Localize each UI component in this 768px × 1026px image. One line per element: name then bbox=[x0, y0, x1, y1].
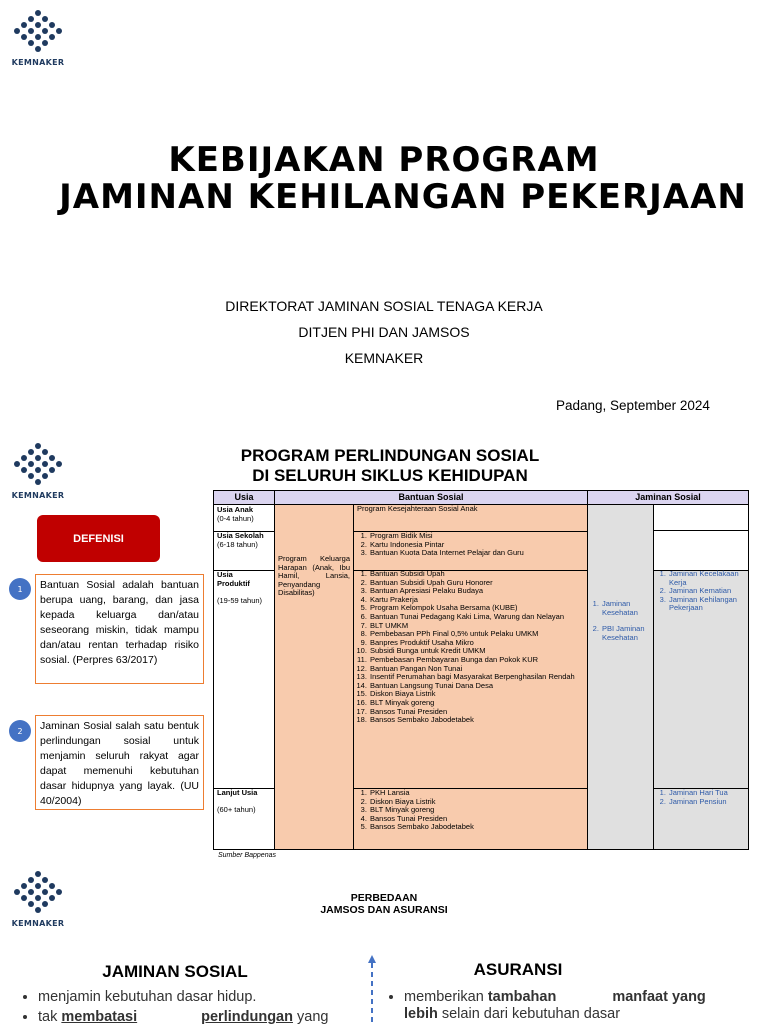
kemnaker-logo-text: KEMNAKER bbox=[11, 58, 65, 67]
jamsos-item: 2. Jaminan Pensiun bbox=[668, 798, 747, 807]
header-usia: Usia bbox=[213, 490, 275, 505]
program-item: 14. Bantuan Langsung Tunai Dana Desa bbox=[369, 682, 585, 691]
life-cycle-table bbox=[213, 490, 749, 850]
age-anak: Usia Anak (0-4 tahun) bbox=[217, 505, 254, 523]
definition-box-1: Bantuan Sosial adalah bantuan berupa uang, barang, dan jasa kepada keluarga dan/atau seseorang miskin, tidak mampu dan/atau rentan terhadap risiko sosial. (Perpres 63/2017) bbox=[35, 574, 204, 684]
left-bullet-2: • tak membatasi perlindungan yang bbox=[38, 1009, 357, 1026]
jamsos-item: 3. Jaminan Kehilangan Pekerjaan bbox=[668, 596, 747, 613]
left-heading: JAMINAN SOSIAL bbox=[102, 962, 248, 981]
program-item: 8. Pembebasan PPh Final 0,5% untuk Pelaku UMKM bbox=[369, 630, 585, 639]
slide1-title bbox=[0, 142, 768, 216]
slide3-title bbox=[0, 892, 768, 916]
right-bullet-1: • memberikan tambahan manfaat yang lebih selain dari kebutuhan dasar bbox=[404, 989, 738, 1023]
definition-button[interactable]: DEFENISI bbox=[37, 515, 160, 562]
program-item: 12. Bantuan Pangan Non Tunai bbox=[369, 665, 585, 674]
age-produktif: Usia Produktif (19-59 tahun) bbox=[217, 570, 263, 605]
program-item: 11. Pembebasan Pembayaran Bunga dan Pokok KUR bbox=[369, 656, 585, 665]
kemnaker-emblem-icon bbox=[11, 9, 65, 57]
slide2-title-line1: PROGRAM PERLINDUNGAN SOSIAL bbox=[240, 446, 540, 465]
definition-box-2: Jaminan Sosial salah satu bentuk perlindungan sosial untuk menjamin seluruh rakyat agar dapat memenuhi kebutuhan dasar hidupnya yang layak. (UU 40/2004) bbox=[35, 715, 204, 810]
jkn-column bbox=[587, 504, 654, 850]
jamsos-item: 1. Jaminan Kecelakaan Kerja bbox=[668, 570, 747, 587]
jamsos-item: 1. Jaminan Hari Tua bbox=[668, 789, 747, 798]
header-bansos: Bantuan Sosial bbox=[274, 490, 588, 505]
produktif-jamsos bbox=[656, 570, 747, 613]
slide2-title bbox=[180, 446, 600, 486]
lansia-programs bbox=[357, 789, 585, 832]
kemnaker-logo bbox=[8, 442, 68, 500]
program-item: 16. BLT Minyak goreng bbox=[369, 699, 585, 708]
program-item: 1. PKH Lansia bbox=[369, 789, 585, 798]
slide3-title-line1: PERBEDAAN bbox=[350, 892, 418, 904]
program-item: 2. Bantuan Subsidi Upah Guru Honorer bbox=[369, 579, 585, 588]
program-item: 4. Bansos Tunai Presiden bbox=[369, 815, 585, 824]
slide1-title-line2: JAMINAN KEHILANGAN PEKERJAAN bbox=[59, 177, 747, 217]
age-sekolah: Usia Sekolah (6-18 tahun) bbox=[217, 531, 264, 549]
pkh-text: Program Keluarga Harapan (Anak, Ibu Hamil, Lansia, Penyandang Disabilitas) bbox=[278, 554, 350, 598]
program-item: 15. Diskon Biaya Listrik bbox=[369, 690, 585, 699]
program-item: 13. Insentif Perumahan bagi Masyarakat Berpenghasilan Rendah bbox=[369, 673, 585, 682]
slide2-title-line2: DI SELURUH SIKLUS KEHIDUPAN bbox=[252, 466, 528, 485]
program-item: 4. Kartu Prakerja bbox=[369, 596, 585, 605]
sekolah-programs bbox=[357, 532, 585, 558]
program-item: 10. Subsidi Bunga untuk Kredit UMKM bbox=[369, 647, 585, 656]
left-bullet-1: • menjamin kebutuhan dasar hidup. bbox=[38, 989, 357, 1006]
program-item: 5. Bansos Sembako Jabodetabek bbox=[369, 823, 585, 832]
org-line1: DIREKTORAT JAMINAN SOSIAL TENAGA KERJA bbox=[225, 298, 543, 314]
header-jamsos: Jaminan Sosial bbox=[587, 490, 749, 505]
age-lansia: Lanjut Usia (60+ tahun) bbox=[217, 788, 258, 815]
jamsos-anak-cell bbox=[653, 504, 749, 531]
kemnaker-logo-text: KEMNAKER bbox=[11, 491, 65, 500]
program-item: 3. Bantuan Apresiasi Pelaku Budaya bbox=[369, 587, 585, 596]
right-heading: ASURANSI bbox=[473, 960, 563, 979]
pkh-cell bbox=[274, 504, 354, 850]
program-item: 2. Kartu Indonesia Pintar bbox=[369, 541, 585, 550]
program-item: 3. Bantuan Kuota Data Internet Pelajar dan Guru bbox=[369, 549, 585, 558]
jkn-programs bbox=[589, 600, 653, 642]
slide3-title-line2: JAMSOS DAN ASURANSI bbox=[320, 904, 448, 916]
kemnaker-logo-text: KEMNAKER bbox=[11, 919, 65, 928]
slide1-title-line1: KEBIJAKAN PROGRAM bbox=[168, 140, 600, 180]
program-item: 1. Bantuan Subsidi Upah bbox=[369, 570, 585, 579]
lansia-jamsos bbox=[656, 789, 747, 806]
program-item: 18. Bansos Sembako Jabodetabek bbox=[369, 716, 585, 725]
program-item: 5. Program Kelompok Usaha Bersama (KUBE) bbox=[369, 604, 585, 613]
program-item: 6. Bantuan Tunai Pedagang Kaki Lima, Warung dan Nelayan bbox=[369, 613, 585, 622]
table-source: Sumber Bappenas bbox=[218, 852, 276, 859]
kemnaker-emblem-icon bbox=[11, 442, 65, 490]
produktif-programs bbox=[357, 570, 585, 725]
org-line2: DITJEN PHI DAN JAMSOS bbox=[298, 324, 470, 340]
program-item: 9. Banpres Produktif Usaha Mikro bbox=[369, 639, 585, 648]
jkn-item: 2. PBI Jaminan Kesehatan bbox=[601, 625, 653, 642]
program-item: 3. BLT Minyak goreng bbox=[369, 806, 585, 815]
anak-program: Program Kesejahteraan Sosial Anak bbox=[357, 504, 478, 513]
place-date: Padang, September 2024 bbox=[556, 398, 710, 413]
org-line3: KEMNAKER bbox=[344, 350, 424, 366]
jkn-item: 1. Jaminan Kesehatan bbox=[601, 600, 653, 617]
jamsos-sekolah-cell bbox=[653, 530, 749, 571]
jamsos-item: 2. Jaminan Kematian bbox=[668, 587, 747, 596]
program-item: 1. Program Bidik Misi bbox=[369, 532, 585, 541]
definition-number-1: 1 bbox=[9, 578, 31, 600]
divider-arrow-icon bbox=[366, 955, 378, 1024]
definition-number-2: 2 bbox=[9, 720, 31, 742]
right-bullets bbox=[388, 989, 738, 1023]
kemnaker-logo bbox=[8, 9, 68, 67]
program-item: 2. Diskon Biaya Listrik bbox=[369, 798, 585, 807]
program-item: 7. BLT UMKM bbox=[369, 622, 585, 631]
left-bullets bbox=[22, 989, 357, 1026]
program-item: 17. Bansos Tunai Presiden bbox=[369, 708, 585, 717]
